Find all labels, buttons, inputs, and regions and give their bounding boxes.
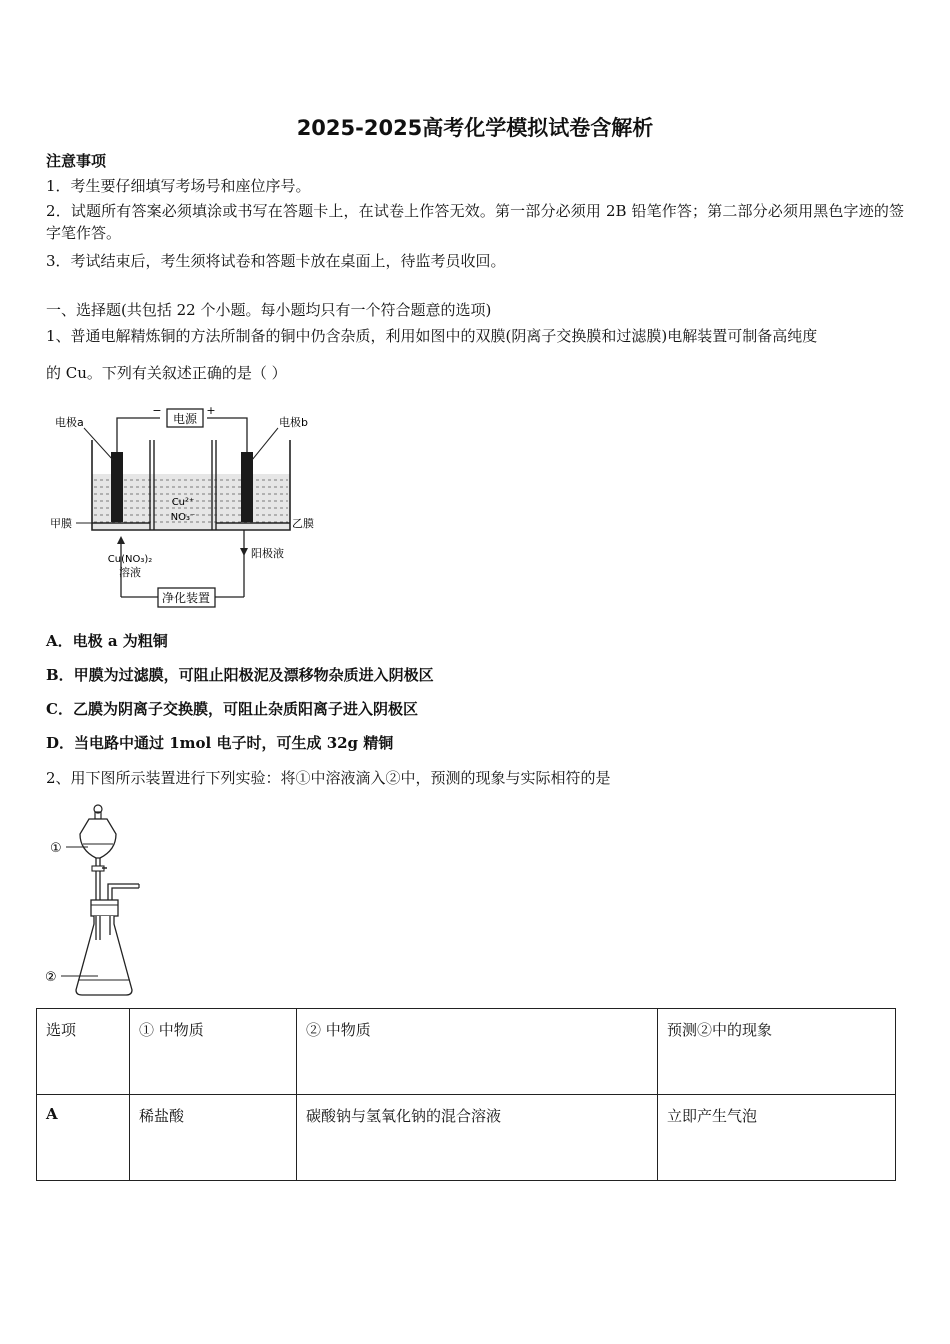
table-cell: 碳酸钠与氢氧化钠的混合溶液 bbox=[297, 1095, 658, 1181]
option-c: C．乙膜为阴离子交换膜，可阻止杂质阳离子进入阴极区 bbox=[46, 700, 418, 718]
inlet-label: Cu(NO₃)₂ bbox=[107, 554, 153, 565]
notice-item: 2．试题所有答案必须填涂或书写在答题卡上，在试卷上作答无效。第一部分必须用 2B 铅笔作答；第二部分必须用黑色字迹的签字笔作答。 bbox=[46, 202, 904, 242]
notice-item: 1．考生要仔细填写考场号和座位序号。 bbox=[46, 177, 311, 195]
table-cell: 稀盐酸 bbox=[130, 1095, 297, 1181]
ion-label: Cu²⁺ bbox=[171, 497, 195, 508]
question-1-stem: 1、普通电解精炼铜的方法所制备的铜中仍含杂质，利用如图中的双膜(阴离子交换膜和过滤膜)电解装置可制备高纯度 bbox=[46, 327, 818, 345]
table-cell: A bbox=[37, 1095, 130, 1181]
electrode-b-label: 电极b bbox=[279, 416, 308, 429]
table-row bbox=[37, 1095, 896, 1181]
option-b: B．甲膜为过滤膜，可阻止阳极泥及漂移物杂质进入阴极区 bbox=[46, 666, 434, 684]
question-1-stem-cont: 的 Cu。下列有关叙述正确的是（ ） bbox=[46, 364, 287, 382]
section-heading: 一、选择题(共包括 22 个小题。每小题均只有一个符合题意的选项) bbox=[46, 301, 492, 319]
table-header-cell: 预测②中的现象 bbox=[658, 1009, 896, 1095]
label-1: ① bbox=[50, 841, 62, 856]
inlet-label: 溶液 bbox=[119, 566, 141, 579]
label-2: ② bbox=[45, 970, 57, 985]
membrane-a-label: 甲膜 bbox=[50, 517, 72, 530]
apparatus-diagram bbox=[40, 800, 150, 1000]
option-d: D．当电路中通过 1mol 电子时，可生成 32g 精铜 bbox=[46, 734, 394, 752]
membrane-b-label: 乙膜 bbox=[292, 517, 314, 530]
notice-item: 3．考试结束后，考生须将试卷和答题卡放在桌面上，待监考员收回。 bbox=[46, 252, 506, 270]
table-cell: 立即产生气泡 bbox=[658, 1095, 896, 1181]
purifier-label: 净化装置 bbox=[161, 591, 211, 605]
ion-label: NO₃⁻ bbox=[170, 512, 196, 523]
table-header-cell: ② 中物质 bbox=[297, 1009, 658, 1095]
electrode-a-label: 电极a bbox=[55, 416, 84, 429]
table-header-cell: ① 中物质 bbox=[130, 1009, 297, 1095]
notice-heading: 注意事项 bbox=[46, 152, 107, 170]
table-header-row bbox=[37, 1009, 896, 1095]
experiment-table bbox=[36, 1008, 896, 1181]
minus-sign: − bbox=[152, 404, 162, 417]
plus-sign: + bbox=[206, 404, 216, 417]
outlet-label: 阳极液 bbox=[251, 547, 284, 560]
table-header-cell: 选项 bbox=[37, 1009, 130, 1095]
question-2-stem: 2、用下图所示装置进行下列实验：将①中溶液滴入②中，预测的现象与实际相符的是 bbox=[46, 769, 611, 787]
power-source-label: 电源 bbox=[172, 412, 198, 426]
electrolysis-diagram bbox=[44, 402, 334, 610]
option-a: A．电极 a 为粗铜 bbox=[46, 632, 168, 650]
page-title: 2025-2025高考化学模拟试卷含解析 bbox=[296, 116, 654, 140]
